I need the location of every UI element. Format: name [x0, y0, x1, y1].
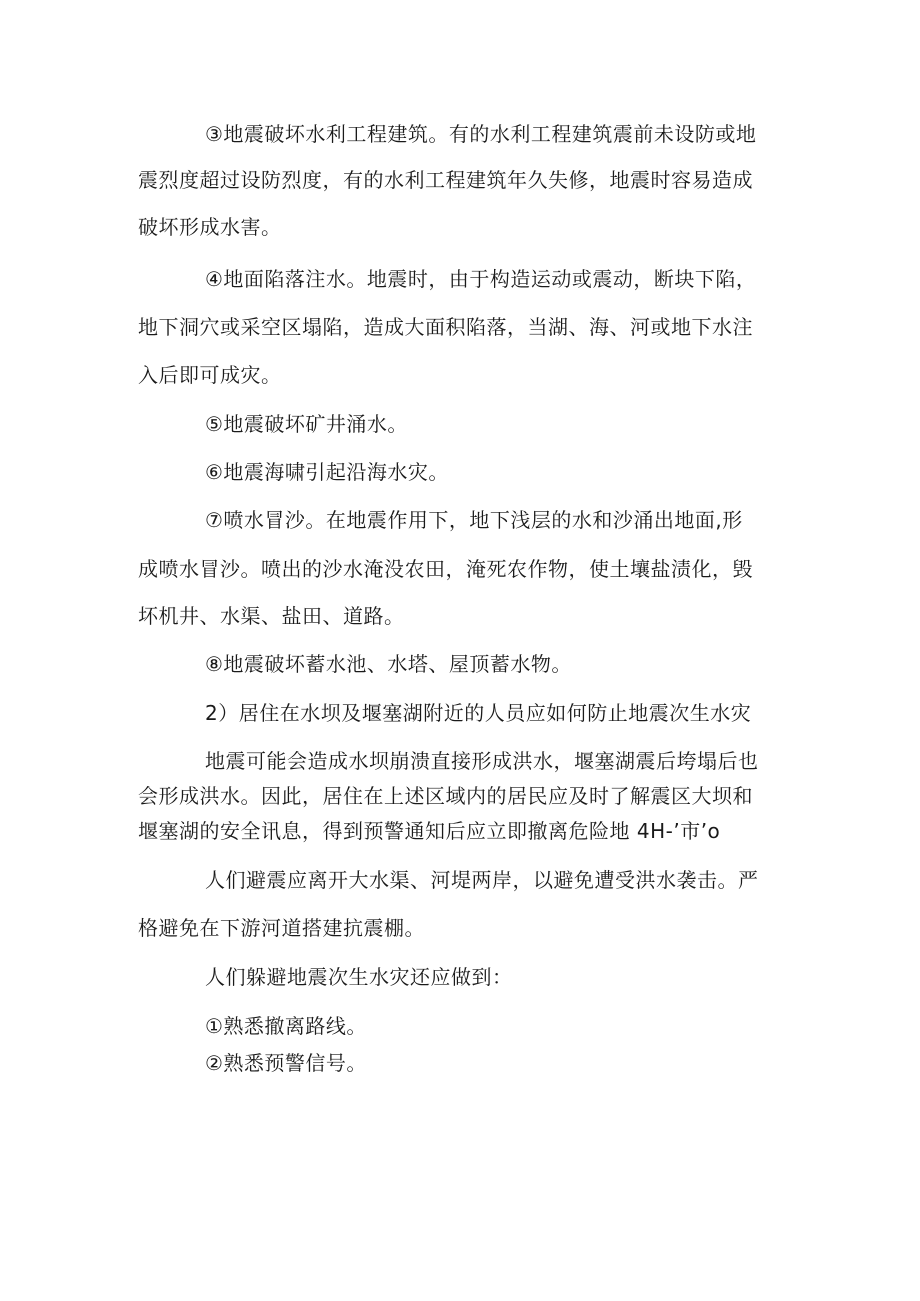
text-line: 堰塞湖的安全讯息，得到预警通知后应立即撤离危险地 4H-’市’o — [138, 819, 721, 843]
text-line: ⑦喷水冒沙。在地震作用下，地下浅层的水和沙涌出地面,形 — [205, 508, 743, 532]
text-line: 格避免在下游河道搭建抗震棚。 — [138, 916, 425, 940]
text-line: ④地面陷落注水。地震时，由于构造运动或震动，断块下陷， — [205, 267, 757, 291]
text-line: ⑥地震海啸引起沿海水灾。 — [205, 460, 449, 484]
text-line: 坏机井、水渠、盐田、道路。 — [138, 604, 405, 628]
text-line: ⑤地震破坏矿井涌水。 — [205, 412, 408, 436]
text-line: ③地震破坏水利工程建筑。有的水利工程建筑震前未设防或地 — [205, 122, 757, 146]
list-item: ②熟悉预警信号。 — [205, 1051, 367, 1075]
text-line: 成喷水冒沙。喷出的沙水淹没农田，淹死农作物，使土壤盐渍化，毁 — [138, 557, 753, 581]
text-line: 人们躲避地震次生水灾还应做到： — [205, 965, 513, 989]
text-line: 地震可能会造成水坝崩溃直接形成洪水，堰塞湖震后垮塌后也 — [205, 749, 759, 773]
text-line: 震烈度超过设防烈度，有的水利工程建筑年久失修，地震时容易造成 — [138, 168, 753, 192]
text-line: 会形成洪水。因此，居住在上述区域内的居民应及时了解震区大坝和 — [138, 784, 753, 808]
text-line: 破坏形成水害。 — [138, 215, 282, 239]
text-line: 地下洞穴或采空区塌陷，造成大面积陷落，当湖、海、河或地下水注 — [138, 315, 753, 339]
text-line: 入后即可成灾。 — [138, 363, 282, 387]
text-line: 人们避震应离开大水渠、河堤两岸，以避免遭受洪水袭击。严 — [205, 868, 759, 892]
list-item: ①熟悉撤离路线。 — [205, 1014, 367, 1038]
text-line: ⑧地震破坏蓄水池、水塔、屋顶蓄水物。 — [205, 652, 572, 676]
section-heading: 2）居住在水坝及堰塞湖附近的人员应如何防止地震次生水灾 — [205, 701, 752, 725]
